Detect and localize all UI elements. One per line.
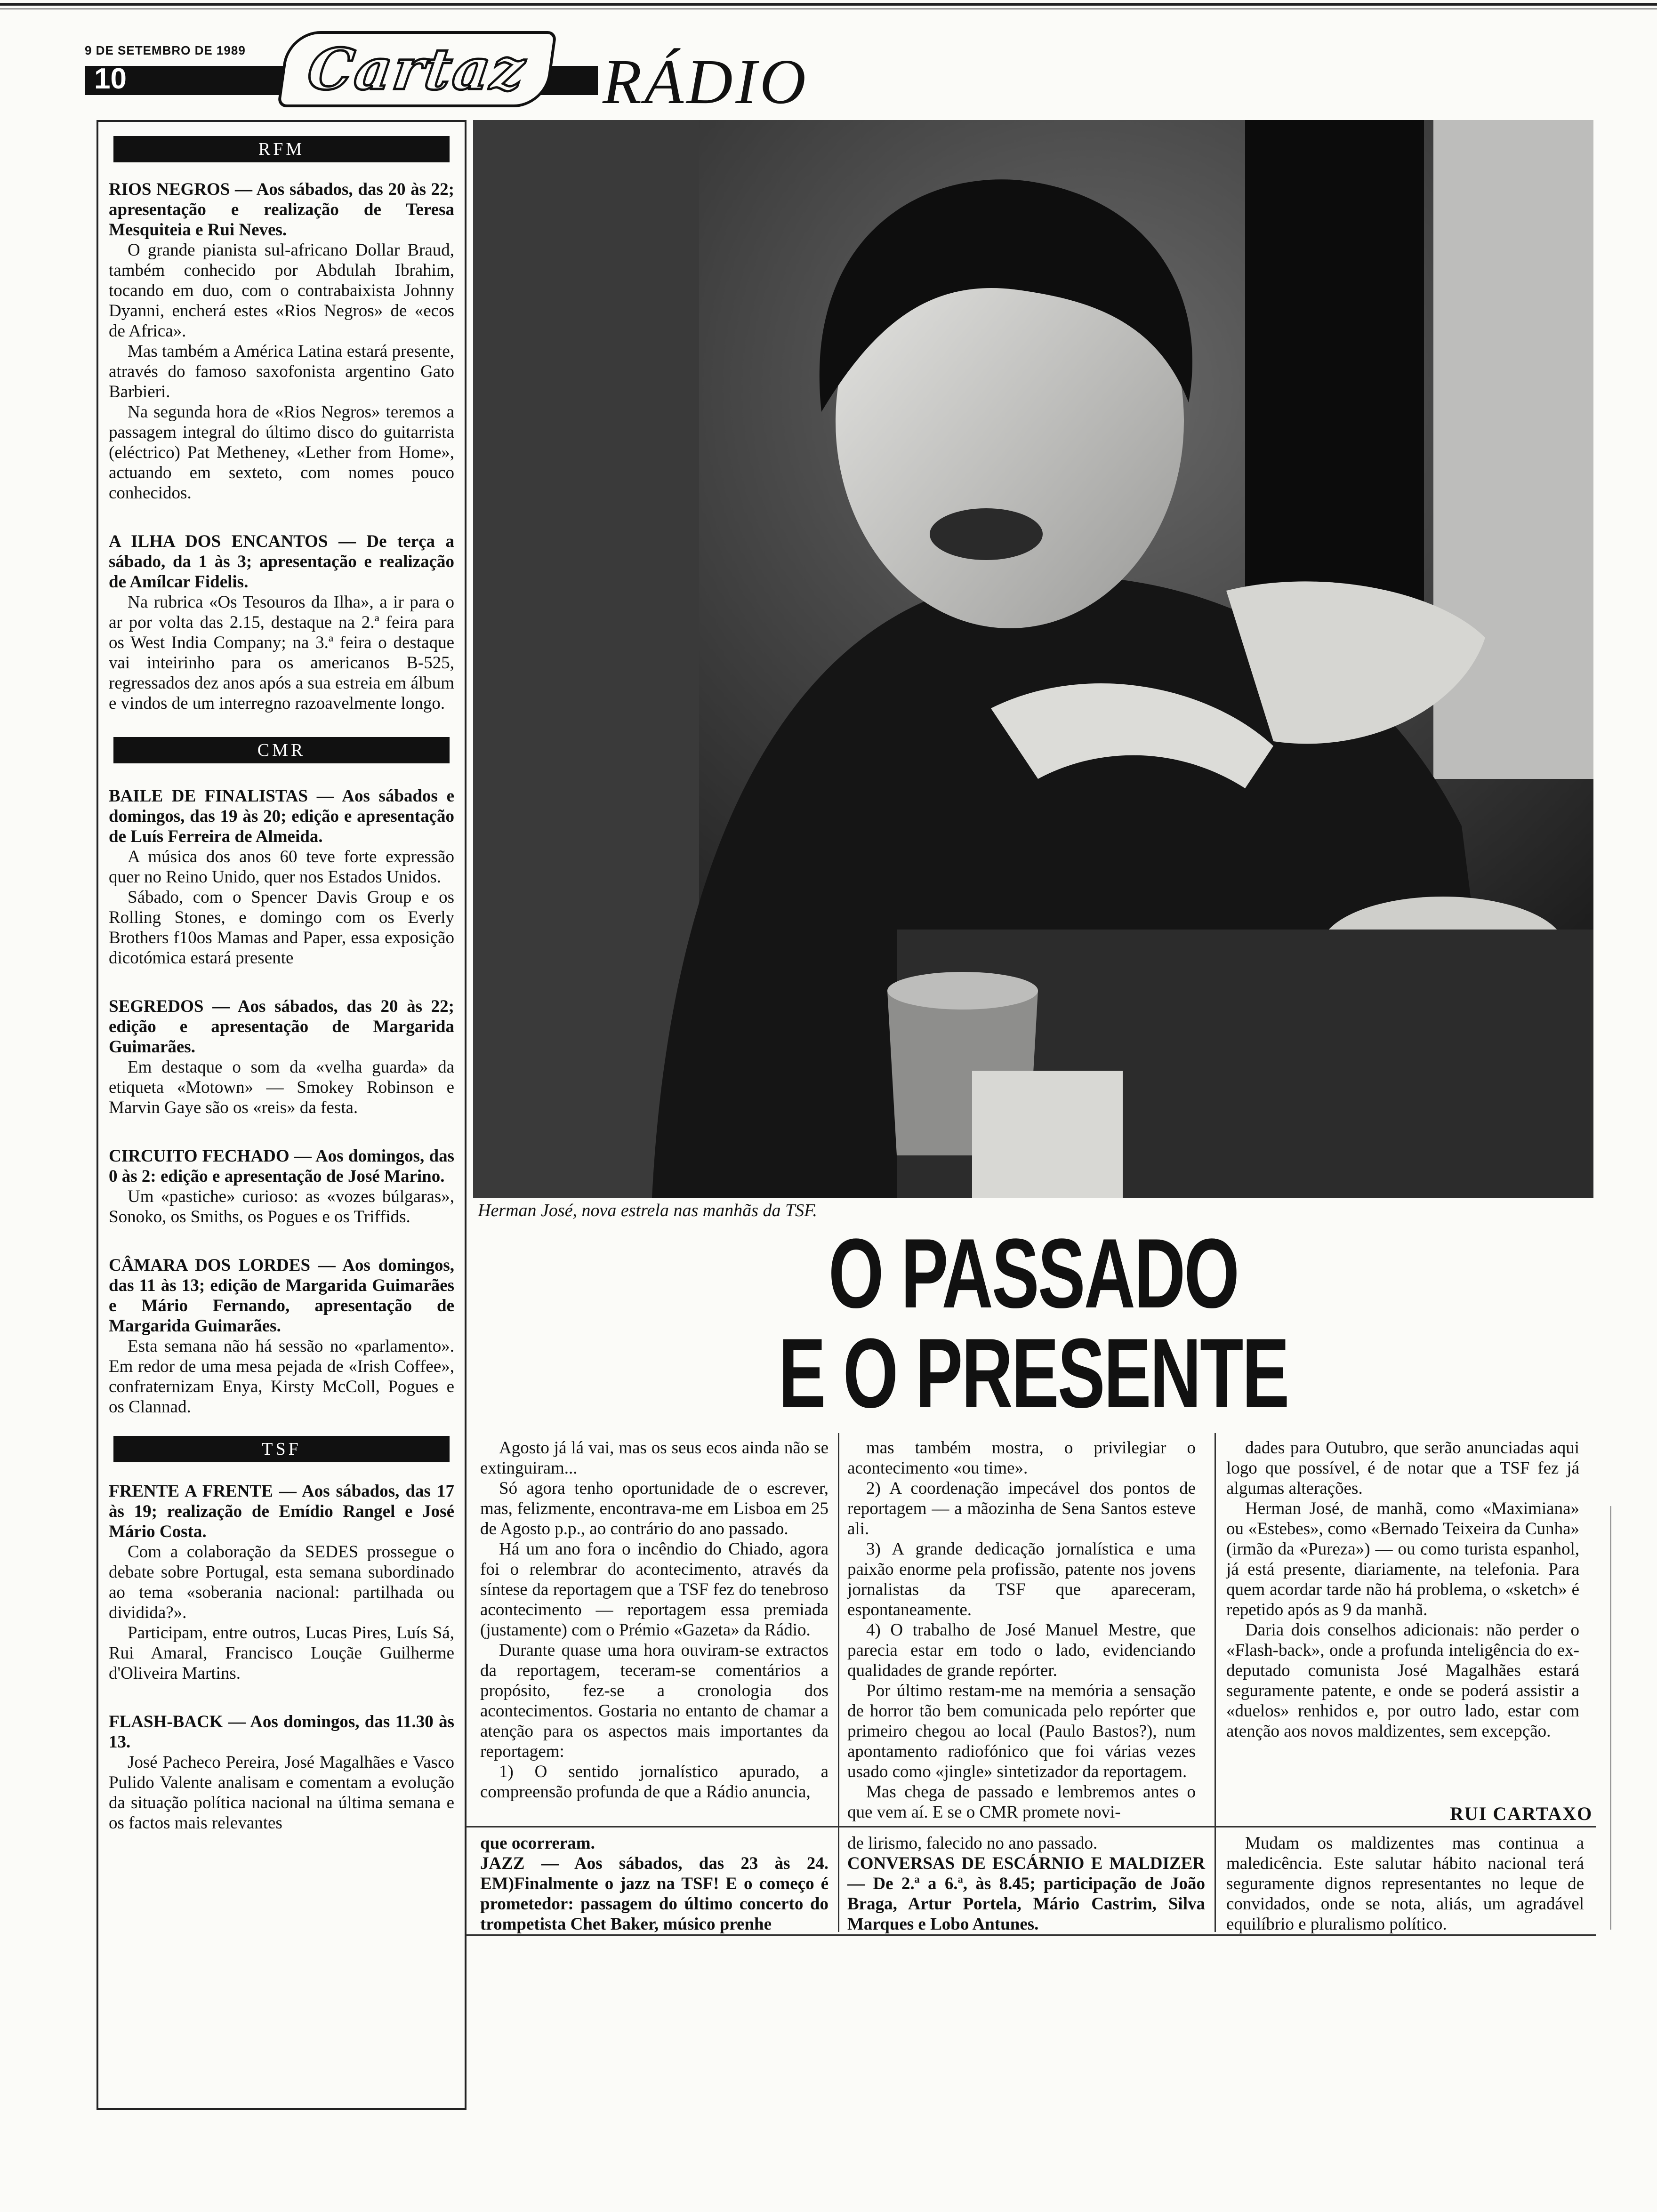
article-column-2 [847,1438,1196,1822]
article-column-1 [480,1438,828,1802]
article-paragraph: 1) O sentido jornalístico apurado, a compreensão profunda de que a Rádio anuncia, [480,1762,828,1802]
article-paragraph: Há um ano fora o incêndio do Chiado, agora foi o relembrar do acontecimento, através da síntese da reportagem que a TSF fez do tenebroso acontecimento — reportagem essa premiada (justamente) com o Prémio «Gazeta» da Rádio. [480,1539,828,1640]
article-paragraph: de lirismo, falecido no ano passado. [847,1834,1098,1853]
listing-heading: CONVERSAS DE ESCÁRNIO E MALDIZER — De 2.ª a 6.ª, às 8.45; participação de João Braga, Artur Portela, Mário Castrim, Silva Marques e Lobo Antunes. [847,1854,1205,1934]
article-paragraph: Durante quase uma hora ouviram-se extractos da reportagem, teceram-se comentários a propósito, fez-se a cronologia dos acontecimentos. Gostaria no entanto de chamar a atenção para os aspectos mais importantes da reportagem: [480,1641,828,1761]
bottom-column-2 [847,1833,1205,1934]
listing-heading: FLASH-BACK — Aos domingos, das 11.30 às 13. [109,1712,454,1752]
listing-text: Um «pastiche» curioso: as «vozes búlgaras», Sonoko, os Smiths, os Pogues e os Triffids. [109,1187,454,1226]
listing-text: Esta semana não há sessão no «parlamento». Em redor de uma mesa pejada de «Irish Coffee», confraternizam Enya, Kirsty McColl, Pogues e os Clannad. [109,1337,454,1417]
headline [630,1218,1437,1428]
issue-date: 9 DE SETEMBRO DE 1989 [85,43,246,57]
listing-text: Com a colaboração da SEDES prossegue o debate sobre Portugal, esta semana subordinado ao tema «soberania nacional: partilhada ou dividida?». [109,1542,454,1622]
listing-heading: JAZZ — Aos sábados, das 23 às 24. EM)Finalmente o jazz na TSF! E o começo é prometedor: passagem do último concerto do trompetista Chet Baker, músico prenhe [480,1854,828,1934]
bottom-rule [466,1934,1596,1936]
listing-text: Em destaque o som da «velha guarda» da etiqueta «Motown» — Smokey Robinson e Marvin Gaye são os «reis» da festa. [109,1058,454,1117]
article-paragraph: Por último restam-me na memória a sensação de horror tão bem comunicada pelo repórter que primeiro chegou ao local (Paulo Bastos?), num apontamento radiofónico que foi várias vezes usado como «jingle» sintetizador da reportagem. [847,1681,1196,1781]
article-paragraph: Só agora tenho oportunidade de o escrever, mas, felizmente, encontrava-me em Lisboa em 25 de Agosto p.p., ao contrário do ano passado. [480,1479,828,1539]
article-paragraph: Mudam os maldizentes mas continua a maledicência. Este salutar hábito nacional terá seguramente dignos representantes no leque de convidados, onde se nota, aliás, um agradável equilíbrio e pluralismo político. [1226,1834,1584,1934]
top-rule [0,3,1657,6]
listing-heading: CÂMARA DOS LORDES — Aos domingos, das 11 às 13; edição de Margarida Guimarães e Mário Fernando, apresentação de Margarida Guimarães. [109,1256,454,1336]
rfm-listings [109,179,454,713]
logo-text: Cartaz [304,36,531,103]
article-paragraph: Herman José, de manhã, como «Maximiana» ou «Estebes», como «Bernado Teixeira da Cunha» (irmão da «Pureza») — ou como turista espanhol, já está presente, diariamente, na telefonia. Para quem acordar tarde não há problema, o «sketch» é repetido após as 9 da manhã. [1226,1499,1579,1619]
listing-heading: RIOS NEGROS — Aos sábados, das 20 às 22; apresentação e realização de Teresa Mesquiteia e Rui Neves. [109,180,454,240]
listing-heading: FRENTE A FRENTE — Aos sábados, das 17 às 19; realização de Emídio Rangel e José Mário Costa. [109,1482,454,1541]
photo-illustration [473,120,1593,1198]
cmr-listings [109,786,454,1417]
listing-heading: CIRCUITO FECHADO — Aos domingos, das 0 às 2: edição e apresentação de José Marino. [109,1146,454,1186]
cartaz-logo [277,31,557,107]
tsf-band: TSF [113,1436,450,1462]
listing-text: Participam, entre outros, Lucas Pires, Luís Sá, Rui Amaral, Francisco Louçãe Guilherme d'Oliveira Martins. [109,1623,454,1683]
article-paragraph: 4) O trabalho de José Manuel Mestre, que parecia estar em todo o lado, evidenciando qualidades de grande repórter. [847,1620,1196,1680]
listing-text: Na segunda hora de «Rios Negros» teremos a passagem integral do último disco do guitarrista (eléctrico) Pat Metheney, «Lether from Home», actuando em sexteto, com nomes pouco conhecidos. [109,402,454,503]
margin-mark [1610,1506,1630,1930]
article-paragraph: Daria dois conselhos adicionais: não perder o «Flash-back», onde a profunda inteligência do ex-deputado comunista José Magalhães estará seguramente patente, e onde se poderá assistir a «duelos» renhidos e, por outro lado, estar com atenção aos novos maldizentes, sem excepção. [1226,1620,1579,1741]
listing-text: José Pacheco Pereira, José Magalhães e Vasco Pulido Valente analisam e comentam a evolução da situação política nacional na última semana e os factos mais relevantes [109,1753,454,1833]
photo-caption: Herman José, nova estrela nas manhãs da TSF. [478,1201,817,1220]
bottom-rule [466,1826,1596,1827]
section-title: RÁDIO [603,47,809,117]
article-column-3 [1226,1438,1579,1741]
headline-line-2: E O PRESENTE [778,1318,1288,1428]
article-paragraph: 3) A grande dedicação jornalística e uma paixão enorme pela profissão, patente nos jovens jornalistas da TSF que apareceram, espontaneamente. [847,1539,1196,1619]
column-divider [838,1433,839,1932]
rfm-band: RFM [113,136,450,162]
listing-text: Sábado, com o Spencer Davis Group e os Rolling Stones, e domingo com os Everly Brothers f10os Mamas and Paper, essa exposição dicotómica estará presente [109,888,454,968]
top-rule-thin [0,8,1657,9]
listing-heading: A ILHA DOS ENCANTOS — De terça a sábado, da 1 às 3; apresentação e realização de Amílcar Fidelis. [109,532,454,592]
listing-heading: SEGREDOS — Aos sábados, das 20 às 22; edição e apresentação de Margarida Guimarães. [109,997,454,1057]
article-paragraph: dades para Outubro, que serão anunciadas aqui logo que possível, é de notar que a TSF fez já algumas alterações. [1226,1438,1579,1498]
listing-heading: BAILE DE FINALISTAS — Aos sábados e domingos, das 19 às 20; edição e apresentação de Luís Ferreira de Almeida. [109,786,454,846]
author-signature: RUI CARTAXO [1450,1803,1593,1824]
listing-text: Mas também a América Latina estará presente, através do famoso saxofonista argentino Gato Barbieri. [109,342,454,401]
listing-text: O grande pianista sul-africano Dollar Braud, também conhecido por Abdulah Ibrahim, tocando em duo, com o contrabaixista Johnny Dyanni, encherá estes «Rios Negros» de «ecos de Africa». [109,240,454,341]
bottom-column-3 [1226,1833,1584,1934]
bottom-column-1 [480,1833,828,1934]
listings-column [97,120,467,2110]
page-number: 10 [94,63,127,95]
article-paragraph: Mas chega de passado e lembremos antes o que vem aí. E se o CMR promete novi- [847,1782,1196,1822]
article-paragraph: que ocorreram. [480,1834,595,1853]
listing-text: A música dos anos 60 teve forte expressão quer no Reino Unido, quer nos Estados Unidos. [109,847,454,887]
column-divider [1215,1826,1216,1920]
cmr-band: CMR [113,737,450,763]
article-paragraph: Agosto já lá vai, mas os seus ecos ainda não se extinguiram... [480,1438,828,1478]
article-paragraph: 2) A coordenação impecável dos pontos de reportagem — a mãozinha de Sena Santos esteve ali. [847,1479,1196,1539]
headline-line-1: O PASSADO [828,1218,1239,1329]
listing-text: Na rubrica «Os Tesouros da Ilha», a ir para o ar por volta das 2.15, destaque na 2.ª feira para os West India Company; na 3.ª feira o destaque vai inteirinho para os americanos B-525, regressados dez anos após a sua estreia em álbum e vindos de um interregno razoavelmente longo. [109,593,454,713]
article-paragraph: mas também mostra, o privilegiar o acontecimento «ou time». [847,1438,1196,1478]
tsf-listings [109,1481,454,1833]
herman-jose-photo [473,120,1593,1198]
